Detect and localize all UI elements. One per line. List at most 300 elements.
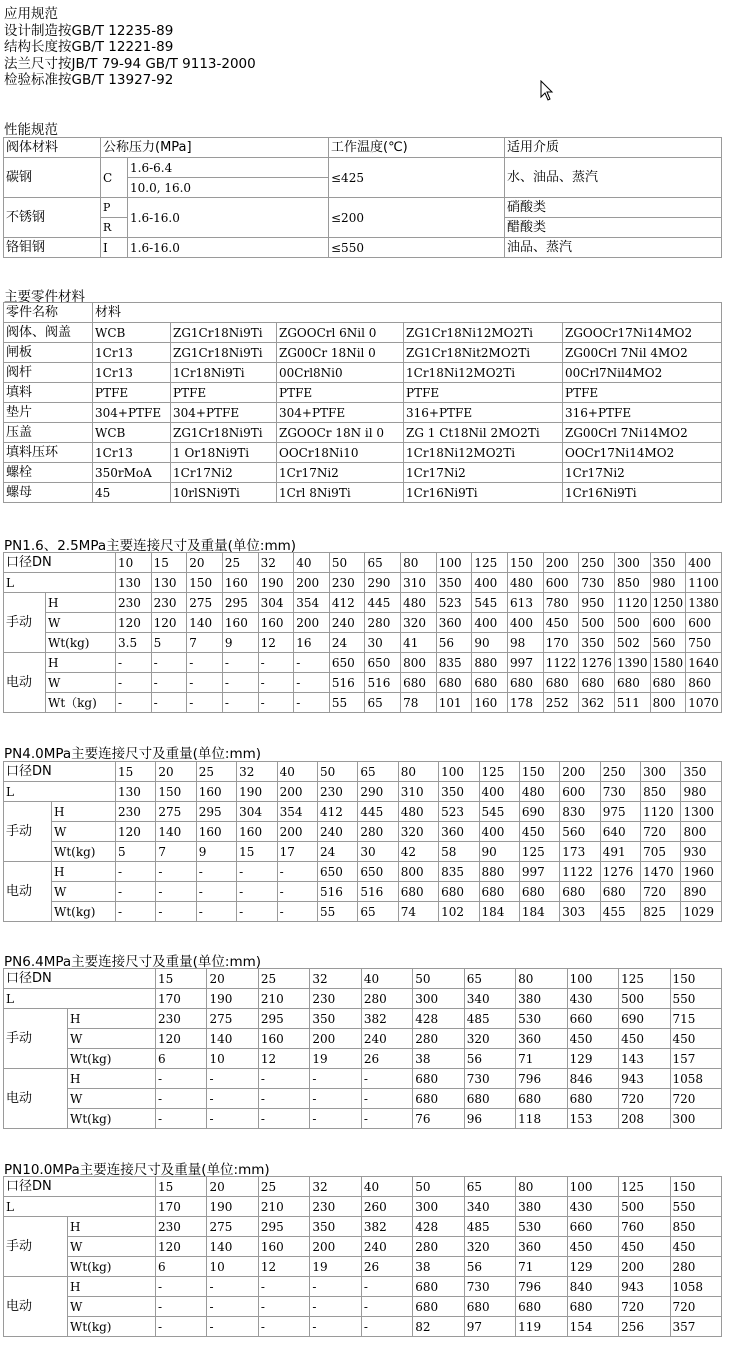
value-cell: 450 <box>567 1237 618 1257</box>
length-cell: 130 <box>116 573 152 593</box>
value-cell: 455 <box>600 902 640 922</box>
value-cell: 303 <box>560 902 600 922</box>
value-cell: 120 <box>116 822 156 842</box>
value-cell: 7 <box>187 633 223 653</box>
value-cell: - <box>361 1297 412 1317</box>
value-cell: 1070 <box>686 693 722 713</box>
table-row <box>4 1197 722 1217</box>
dn-cell: 400 <box>686 553 722 573</box>
value-cell: - <box>207 1297 258 1317</box>
value-cell: 450 <box>519 822 559 842</box>
code-cell: P <box>101 198 128 218</box>
material-cell: 1Cr18Ni12MO2Ti <box>404 443 563 463</box>
value-cell: - <box>222 673 258 693</box>
value-cell: 230 <box>116 802 156 822</box>
material-cell: 316+PTFE <box>563 403 722 423</box>
length-cell: 160 <box>196 782 236 802</box>
length-cell: 130 <box>151 573 187 593</box>
value-cell: 7 <box>156 842 196 862</box>
length-cell: 380 <box>516 1197 567 1217</box>
value-cell: - <box>258 1069 309 1089</box>
value-cell: 173 <box>560 842 600 862</box>
part-name-cell: 垫片 <box>4 403 93 423</box>
material-cell: ZG1Cr18Nit2MO2Ti <box>404 343 563 363</box>
value-cell: 129 <box>567 1257 618 1277</box>
value-cell: 680 <box>439 882 479 902</box>
dn-cell: 32 <box>237 762 277 782</box>
row-label-cell: H <box>68 1069 156 1089</box>
value-cell: 530 <box>516 1217 567 1237</box>
dn-cell: 125 <box>479 762 519 782</box>
material-cell: ZG00Crl 7Nil 4MO2 <box>563 343 722 363</box>
part-name-cell: 填料 <box>4 383 93 403</box>
length-cell: 980 <box>650 573 686 593</box>
material-cell: 不锈钢 <box>4 198 101 238</box>
value-cell: 1640 <box>686 653 722 673</box>
value-cell: 360 <box>516 1029 567 1049</box>
material-cell: PTFE <box>277 383 404 403</box>
value-cell: 485 <box>464 1217 515 1237</box>
manual-group-label: 手动 <box>4 1217 68 1277</box>
length-cell: 280 <box>361 989 412 1009</box>
value-cell: - <box>361 1277 412 1297</box>
value-cell: 5 <box>116 842 156 862</box>
length-cell: 310 <box>401 573 437 593</box>
value-cell: 1276 <box>579 653 615 673</box>
value-cell: 160 <box>196 822 236 842</box>
value-cell: 295 <box>258 1009 309 1029</box>
value-cell: 76 <box>413 1109 464 1129</box>
material-cell: WCB <box>93 323 171 343</box>
value-cell: 650 <box>317 862 357 882</box>
value-cell: 295 <box>222 593 258 613</box>
value-cell: 382 <box>361 1217 412 1237</box>
value-cell: 760 <box>619 1217 670 1237</box>
value-cell: 120 <box>116 613 152 633</box>
value-cell: - <box>116 693 152 713</box>
value-cell: - <box>294 673 330 693</box>
value-cell: 680 <box>560 882 600 902</box>
value-cell: 41 <box>401 633 437 653</box>
value-cell: 650 <box>329 653 365 673</box>
table-header-cell: 公称压力(MPa] <box>101 138 329 158</box>
value-cell: 680 <box>436 673 472 693</box>
row-label-cell: W <box>52 822 116 842</box>
value-cell: 9 <box>222 633 258 653</box>
value-cell: 480 <box>401 593 437 613</box>
length-label-cell: L <box>4 573 116 593</box>
value-cell: 1122 <box>543 653 579 673</box>
row-label-cell: H <box>68 1217 156 1237</box>
material-cell: 1Cr13 <box>93 363 171 383</box>
table-row <box>4 882 722 902</box>
table-header-cell: 零件名称 <box>4 303 93 323</box>
material-cell: OOCr17Ni14MO2 <box>563 443 722 463</box>
material-cell: 1Crl 8Ni9Ti <box>277 483 404 503</box>
value-cell: 98 <box>508 633 544 653</box>
pressure-cell: 1.6-16.0 <box>128 238 329 258</box>
row-label-cell: Wt(kg) <box>68 1257 156 1277</box>
value-cell: 230 <box>156 1217 207 1237</box>
dn-cell: 300 <box>614 553 650 573</box>
length-cell: 850 <box>614 573 650 593</box>
length-cell: 730 <box>600 782 640 802</box>
value-cell: 140 <box>156 822 196 842</box>
value-cell: 890 <box>681 882 721 902</box>
dimension-table <box>3 1176 722 1337</box>
mouse-cursor-icon <box>540 80 554 106</box>
length-cell: 730 <box>579 573 615 593</box>
parts-table <box>3 302 722 503</box>
length-cell: 550 <box>670 989 721 1009</box>
value-cell: 320 <box>398 822 438 842</box>
value-cell: - <box>277 902 317 922</box>
dn-label-cell: 口径DN <box>4 553 116 573</box>
table-row <box>4 383 722 403</box>
material-cell: 00Crl8Ni0 <box>277 363 404 383</box>
dn-label-cell: 口径DN <box>4 1177 156 1197</box>
value-cell: 360 <box>439 822 479 842</box>
value-cell: 362 <box>579 693 615 713</box>
value-cell: - <box>156 862 196 882</box>
value-cell: 3.5 <box>116 633 152 653</box>
material-cell: PTFE <box>404 383 563 403</box>
value-cell: 943 <box>619 1069 670 1089</box>
value-cell: 360 <box>436 613 472 633</box>
material-cell: 1Cr17Ni2 <box>563 463 722 483</box>
value-cell: 26 <box>361 1049 412 1069</box>
length-cell: 430 <box>567 989 618 1009</box>
value-cell: 30 <box>358 842 398 862</box>
value-cell: 796 <box>516 1069 567 1089</box>
table-row <box>4 842 722 862</box>
dn-cell: 15 <box>156 1177 207 1197</box>
value-cell: 680 <box>413 1069 464 1089</box>
value-cell: 705 <box>641 842 681 862</box>
table-row <box>4 969 722 989</box>
dn-cell: 40 <box>294 553 330 573</box>
dn-label-cell: 口径DN <box>4 969 156 989</box>
value-cell: 720 <box>670 1297 721 1317</box>
dn-cell: 125 <box>619 969 670 989</box>
value-cell: 357 <box>670 1317 721 1337</box>
value-cell: 800 <box>401 653 437 673</box>
dn-cell: 32 <box>258 553 294 573</box>
intro-section <box>4 6 256 89</box>
table-header-cell: 阀体材料 <box>4 138 101 158</box>
dn-cell: 40 <box>361 1177 412 1197</box>
value-cell: 428 <box>413 1217 464 1237</box>
material-cell: 304+PTFE <box>93 403 171 423</box>
value-cell: 720 <box>619 1297 670 1317</box>
material-cell: PTFE <box>171 383 277 403</box>
value-cell: - <box>187 693 223 713</box>
value-cell: 680 <box>650 673 686 693</box>
table-row <box>4 443 722 463</box>
value-cell: - <box>237 862 277 882</box>
table-row <box>4 613 722 633</box>
length-cell: 150 <box>187 573 223 593</box>
dn-cell: 350 <box>681 762 721 782</box>
length-cell: 350 <box>439 782 479 802</box>
value-cell: 516 <box>317 882 357 902</box>
table-row <box>4 573 722 593</box>
dn-cell: 300 <box>641 762 681 782</box>
value-cell: 12 <box>258 1049 309 1069</box>
material-cell: 1Cr17Ni2 <box>404 463 563 483</box>
table-row <box>4 1049 722 1069</box>
row-label-cell: H <box>52 802 116 822</box>
material-cell: WCB <box>93 423 171 443</box>
value-cell: 304 <box>237 802 277 822</box>
dimension-table <box>3 968 722 1129</box>
value-cell: 129 <box>567 1049 618 1069</box>
length-label-cell: L <box>4 989 156 1009</box>
value-cell: 256 <box>619 1317 670 1337</box>
table-row <box>4 633 722 653</box>
material-cell: ZG00Crl 7Ni14MO2 <box>563 423 722 443</box>
table-row <box>4 1277 722 1297</box>
value-cell: 240 <box>317 822 357 842</box>
value-cell: 825 <box>641 902 681 922</box>
value-cell: 280 <box>670 1257 721 1277</box>
length-cell: 340 <box>464 1197 515 1217</box>
dn-cell: 150 <box>508 553 544 573</box>
value-cell: 600 <box>650 613 686 633</box>
length-cell: 230 <box>310 1197 361 1217</box>
length-cell: 210 <box>258 989 309 1009</box>
dn-cell: 32 <box>310 969 361 989</box>
value-cell: 200 <box>310 1237 361 1257</box>
value-cell: 55 <box>317 902 357 922</box>
material-cell: 1Cr16Ni9Ti <box>563 483 722 503</box>
table-row <box>4 782 722 802</box>
value-cell: 56 <box>436 633 472 653</box>
dn-cell: 200 <box>560 762 600 782</box>
dn-cell: 250 <box>600 762 640 782</box>
value-cell: 545 <box>472 593 508 613</box>
value-cell: - <box>116 653 152 673</box>
dn-cell: 65 <box>464 1177 515 1197</box>
material-cell: 1Cr18Ni12MO2Ti <box>404 363 563 383</box>
value-cell: 240 <box>361 1029 412 1049</box>
value-cell: 650 <box>358 862 398 882</box>
value-cell: 275 <box>207 1217 258 1237</box>
performance-table <box>3 137 722 258</box>
material-cell: 1Cr13 <box>93 343 171 363</box>
table-row <box>4 238 722 258</box>
intro-title: 应用规范 <box>4 6 58 22</box>
value-cell: 997 <box>519 862 559 882</box>
manual-group-label: 手动 <box>4 802 52 862</box>
value-cell: 1250 <box>650 593 686 613</box>
material-cell: 316+PTFE <box>404 403 563 423</box>
dimension-table-title: PN1.6、2.5MPa主要连接尺寸及重量(单位:mm) <box>4 538 297 554</box>
code-cell: R <box>101 218 128 238</box>
dn-cell: 50 <box>413 1177 464 1197</box>
value-cell: 160 <box>472 693 508 713</box>
table-row <box>4 158 722 178</box>
dn-cell: 20 <box>156 762 196 782</box>
value-cell: 445 <box>358 802 398 822</box>
length-cell: 480 <box>519 782 559 802</box>
value-cell: 280 <box>413 1029 464 1049</box>
temperature-cell: ≤550 <box>329 238 505 258</box>
dn-cell: 15 <box>151 553 187 573</box>
value-cell: 880 <box>472 653 508 673</box>
value-cell: - <box>258 693 294 713</box>
code-cell: C <box>101 158 128 198</box>
material-cell: PTFE <box>93 383 171 403</box>
length-cell: 500 <box>619 989 670 1009</box>
value-cell: 715 <box>670 1009 721 1029</box>
value-cell: - <box>258 1317 309 1337</box>
dn-cell: 25 <box>258 969 309 989</box>
material-cell: 1Cr17Ni2 <box>171 463 277 483</box>
value-cell: - <box>237 902 277 922</box>
value-cell: 500 <box>579 613 615 633</box>
length-cell: 190 <box>237 782 277 802</box>
row-label-cell: Wt（kg) <box>46 693 116 713</box>
value-cell: 680 <box>413 1089 464 1109</box>
value-cell: 6 <box>156 1049 207 1069</box>
row-label-cell: W <box>46 673 116 693</box>
table-row <box>4 1069 722 1089</box>
dn-cell: 25 <box>258 1177 309 1197</box>
value-cell: 400 <box>479 822 519 842</box>
length-cell: 200 <box>294 573 330 593</box>
length-cell: 500 <box>619 1197 670 1217</box>
value-cell: 680 <box>472 673 508 693</box>
value-cell: - <box>361 1109 412 1129</box>
length-cell: 380 <box>516 989 567 1009</box>
value-cell: - <box>222 693 258 713</box>
dn-cell: 20 <box>207 1177 258 1197</box>
dn-cell: 150 <box>519 762 559 782</box>
dimension-table-title: PN6.4MPa主要连接尺寸及重量(单位:mm) <box>4 954 262 970</box>
value-cell: - <box>237 882 277 902</box>
value-cell: - <box>207 1069 258 1089</box>
value-cell: 157 <box>670 1049 721 1069</box>
value-cell: - <box>361 1069 412 1089</box>
dn-cell: 100 <box>567 1177 618 1197</box>
value-cell: 350 <box>310 1009 361 1029</box>
table-row <box>4 343 722 363</box>
value-cell: 118 <box>516 1109 567 1129</box>
dn-cell: 40 <box>277 762 317 782</box>
value-cell: - <box>258 1297 309 1317</box>
value-cell: 160 <box>237 822 277 842</box>
length-cell: 170 <box>156 1197 207 1217</box>
part-name-cell: 螺母 <box>4 483 93 503</box>
value-cell: - <box>310 1069 361 1089</box>
material-cell: 碳钢 <box>4 158 101 198</box>
table-row <box>4 303 722 323</box>
row-label-cell: W <box>68 1089 156 1109</box>
value-cell: 560 <box>560 822 600 842</box>
value-cell: 16 <box>294 633 330 653</box>
value-cell: 880 <box>479 862 519 882</box>
value-cell: - <box>187 673 223 693</box>
length-cell: 190 <box>207 989 258 1009</box>
length-cell: 230 <box>329 573 365 593</box>
value-cell: - <box>151 653 187 673</box>
value-cell: 485 <box>464 1009 515 1029</box>
value-cell: 382 <box>361 1009 412 1029</box>
table-row <box>4 323 722 343</box>
value-cell: 275 <box>207 1009 258 1029</box>
value-cell: - <box>277 882 317 902</box>
value-cell: 65 <box>365 693 401 713</box>
value-cell: 58 <box>439 842 479 862</box>
length-label-cell: L <box>4 782 116 802</box>
value-cell: 412 <box>317 802 357 822</box>
length-cell: 400 <box>479 782 519 802</box>
value-cell: 120 <box>151 613 187 633</box>
material-cell: 00Crl7Nil4MO2 <box>563 363 722 383</box>
row-label-cell: Wt(kg) <box>68 1317 156 1337</box>
performance-title: 性能规范 <box>4 122 58 138</box>
value-cell: 9 <box>196 842 236 862</box>
dn-cell: 50 <box>317 762 357 782</box>
value-cell: 860 <box>686 673 722 693</box>
dn-cell: 200 <box>543 553 579 573</box>
value-cell: 1960 <box>681 862 721 882</box>
material-cell: ZGOOCr 18N il 0 <box>277 423 404 443</box>
value-cell: 153 <box>567 1109 618 1129</box>
value-cell: 184 <box>519 902 559 922</box>
value-cell: 24 <box>317 842 357 862</box>
value-cell: - <box>196 882 236 902</box>
value-cell: - <box>310 1277 361 1297</box>
value-cell: 690 <box>519 802 559 822</box>
temperature-cell: ≤425 <box>329 158 505 198</box>
dn-cell: 350 <box>650 553 686 573</box>
value-cell: - <box>277 862 317 882</box>
value-cell: 445 <box>365 593 401 613</box>
value-cell: 997 <box>508 653 544 673</box>
dn-cell: 15 <box>156 969 207 989</box>
intro-line: 设计制造按GB/T 12235-89 <box>4 22 174 39</box>
material-cell: 45 <box>93 483 171 503</box>
value-cell: - <box>151 673 187 693</box>
value-cell: 184 <box>479 902 519 922</box>
manual-group-label: 手动 <box>4 1009 68 1069</box>
value-cell: 780 <box>543 593 579 613</box>
dn-cell: 250 <box>579 553 615 573</box>
pressure-cell: 1.6-6.4 <box>128 158 329 178</box>
table-row <box>4 363 722 383</box>
table-row <box>4 693 722 713</box>
intro-line: 检验标准按GB/T 13927-92 <box>4 72 174 88</box>
value-cell: 275 <box>156 802 196 822</box>
dn-cell: 65 <box>358 762 398 782</box>
value-cell: 600 <box>686 613 722 633</box>
length-cell: 600 <box>560 782 600 802</box>
length-cell: 1100 <box>686 573 722 593</box>
pressure-cell: 10.0, 16.0 <box>128 178 329 198</box>
value-cell: 511 <box>614 693 650 713</box>
value-cell: 491 <box>600 842 640 862</box>
part-name-cell: 螺栓 <box>4 463 93 483</box>
length-cell: 400 <box>472 573 508 593</box>
value-cell: 140 <box>207 1029 258 1049</box>
table-row <box>4 1109 722 1129</box>
value-cell: 240 <box>361 1237 412 1257</box>
dn-cell: 20 <box>207 969 258 989</box>
value-cell: 1390 <box>614 653 650 673</box>
table-row <box>4 762 722 782</box>
